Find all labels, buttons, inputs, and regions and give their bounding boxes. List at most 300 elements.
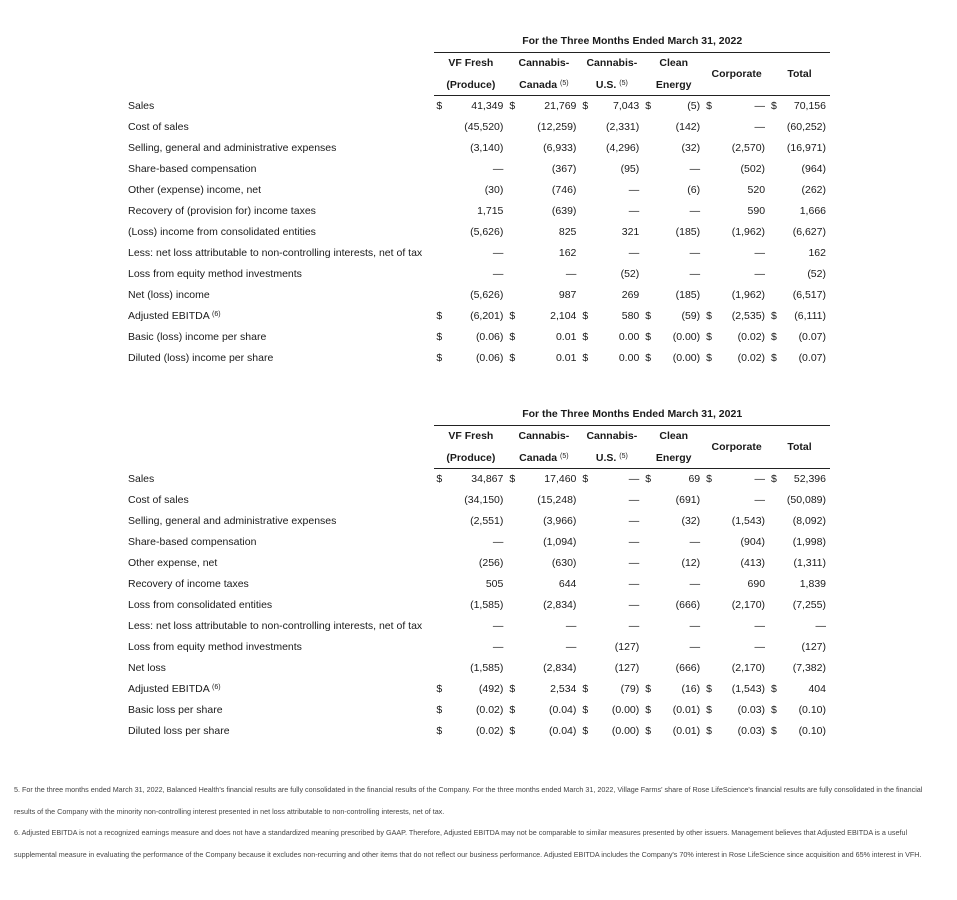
currency-symbol bbox=[704, 285, 714, 306]
currency-symbol: $ bbox=[645, 725, 652, 737]
currency-symbol bbox=[704, 159, 714, 180]
currency-symbol: $ bbox=[645, 473, 652, 485]
currency-symbol bbox=[580, 222, 590, 243]
cell-value: (630) bbox=[551, 557, 577, 569]
row-label-text: Cost of sales bbox=[128, 494, 189, 506]
row-label bbox=[128, 348, 434, 369]
currency-symbol bbox=[704, 222, 714, 243]
row-label-text: Less: net loss attributable to non-controlling interests, net of tax bbox=[128, 247, 423, 259]
currency-symbol: $ bbox=[436, 704, 443, 716]
segment-table-2021 bbox=[128, 404, 830, 742]
footnote-5: 5. For the three months ended March 31, 2022, Balanced Health's financial results are fully consolidated in the financial results of the Company. For the three months ended March 31, 2022, Village Farms' share of Rose LifeScience's financial results are fully consolidated in the financial results of the Company with the minority non-controlling interest presented in net loss attributable to non-controlling interests, net of tax. bbox=[14, 785, 923, 816]
cell-value: 0.01 bbox=[555, 331, 577, 343]
currency-symbol bbox=[704, 201, 714, 222]
row-label bbox=[128, 327, 434, 348]
column-header: Total bbox=[769, 53, 830, 96]
currency-symbol: $ bbox=[645, 100, 652, 112]
currency-symbol: $ bbox=[706, 310, 712, 322]
currency-symbol bbox=[704, 637, 714, 658]
cell-value: (59) bbox=[681, 310, 701, 322]
cell-value: — bbox=[754, 121, 766, 133]
currency-symbol: $ bbox=[771, 310, 777, 322]
currency-symbol bbox=[769, 658, 779, 679]
row-label bbox=[128, 264, 434, 285]
currency-symbol bbox=[704, 243, 714, 264]
currency-symbol: $ bbox=[706, 473, 712, 485]
cell-value: (185) bbox=[675, 289, 701, 301]
table-row bbox=[128, 532, 830, 553]
cell-value: (6,201) bbox=[470, 310, 504, 322]
cell-value: (0.06) bbox=[475, 352, 504, 364]
column-header-sub bbox=[507, 447, 580, 469]
currency-symbol: $ bbox=[771, 331, 777, 343]
cell-value: 269 bbox=[621, 289, 640, 301]
currency-symbol: $ bbox=[582, 683, 589, 695]
currency-symbol bbox=[434, 222, 444, 243]
currency-symbol: $ bbox=[436, 331, 443, 343]
cell-value: (746) bbox=[551, 184, 577, 196]
cell-value: (0.00) bbox=[672, 331, 701, 343]
cell-value: 52,396 bbox=[793, 473, 826, 485]
cell-value: (1,962) bbox=[731, 289, 766, 301]
cell-value: (2,535) bbox=[731, 310, 766, 322]
cell-value: (127) bbox=[801, 641, 826, 653]
cell-value: — bbox=[754, 247, 766, 259]
currency-symbol bbox=[769, 243, 779, 264]
cell-value: — bbox=[628, 578, 640, 590]
cell-value: (32) bbox=[681, 515, 701, 527]
currency-symbol: $ bbox=[771, 725, 777, 737]
spacer bbox=[128, 53, 434, 75]
cell-value: 321 bbox=[621, 226, 640, 238]
cell-value: — bbox=[689, 536, 701, 548]
column-header-text: U.S. bbox=[595, 78, 617, 91]
table-row bbox=[128, 700, 830, 721]
cell-value: (2,331) bbox=[606, 121, 640, 133]
currency-symbol bbox=[769, 553, 779, 574]
cell-value: (7,382) bbox=[792, 662, 826, 674]
currency-symbol: $ bbox=[436, 352, 443, 364]
cell-value: (0.02) bbox=[737, 331, 766, 343]
column-header: Cannabis- bbox=[586, 430, 638, 442]
currency-symbol bbox=[769, 532, 779, 553]
cell-value: — bbox=[628, 184, 640, 196]
cell-value: (50,089) bbox=[786, 494, 826, 506]
currency-symbol bbox=[507, 180, 517, 201]
row-label bbox=[128, 532, 434, 553]
currency-symbol bbox=[434, 553, 444, 574]
row-label bbox=[128, 180, 434, 201]
footnote-ref: (5) bbox=[619, 79, 628, 87]
table-row bbox=[128, 96, 830, 118]
table-row bbox=[128, 595, 830, 616]
row-label-text: Adjusted EBITDA bbox=[128, 310, 210, 322]
currency-symbol bbox=[580, 180, 590, 201]
spacer bbox=[128, 447, 434, 469]
currency-symbol bbox=[434, 117, 444, 138]
currency-symbol bbox=[643, 532, 653, 553]
cell-value: — bbox=[565, 620, 577, 632]
table-row bbox=[128, 511, 830, 532]
cell-value: (0.00) bbox=[611, 725, 640, 737]
currency-symbol bbox=[580, 574, 590, 595]
currency-symbol bbox=[434, 138, 444, 159]
currency-symbol bbox=[643, 264, 653, 285]
currency-symbol bbox=[580, 532, 590, 553]
currency-symbol bbox=[643, 616, 653, 637]
row-label-text: Net (loss) income bbox=[128, 289, 210, 301]
column-header-text: Canada bbox=[519, 451, 558, 464]
currency-symbol: $ bbox=[771, 473, 777, 485]
column-header: Total bbox=[769, 426, 830, 469]
currency-symbol bbox=[643, 138, 653, 159]
cell-value: — bbox=[754, 473, 766, 485]
currency-symbol bbox=[507, 616, 517, 637]
cell-value: — bbox=[492, 163, 504, 175]
row-label-text: Recovery of income taxes bbox=[128, 578, 249, 590]
row-label bbox=[128, 243, 434, 264]
currency-symbol bbox=[643, 201, 653, 222]
row-label-text: Basic (loss) income per share bbox=[128, 331, 267, 343]
table-row bbox=[128, 616, 830, 637]
currency-symbol: $ bbox=[436, 310, 443, 322]
currency-symbol: $ bbox=[645, 683, 652, 695]
cell-value: (15,248) bbox=[537, 494, 577, 506]
table-row bbox=[128, 679, 830, 700]
cell-value: 690 bbox=[747, 578, 766, 590]
cell-value: (6,933) bbox=[543, 142, 577, 154]
cell-value: (0.02) bbox=[475, 704, 504, 716]
cell-value: — bbox=[815, 620, 826, 632]
column-header-row bbox=[128, 53, 830, 75]
currency-symbol: $ bbox=[436, 725, 443, 737]
row-label bbox=[128, 490, 434, 511]
currency-symbol bbox=[769, 117, 779, 138]
cell-value: (32) bbox=[681, 142, 701, 154]
currency-symbol bbox=[704, 553, 714, 574]
currency-symbol bbox=[769, 201, 779, 222]
cell-value: 21,769 bbox=[544, 100, 577, 112]
currency-symbol bbox=[704, 511, 714, 532]
cell-value: (5,626) bbox=[470, 289, 504, 301]
currency-symbol bbox=[507, 511, 517, 532]
cell-value: (0.03) bbox=[737, 704, 766, 716]
row-label-text: Loss from equity method investments bbox=[128, 641, 302, 653]
cell-value: 69 bbox=[688, 473, 701, 485]
currency-symbol bbox=[434, 658, 444, 679]
period-title: For the Three Months Ended March 31, 2022 bbox=[434, 31, 830, 53]
cell-value: — bbox=[628, 620, 640, 632]
row-label bbox=[128, 553, 434, 574]
cell-value: (1,962) bbox=[731, 226, 766, 238]
segment-table-2022 bbox=[128, 31, 830, 369]
currency-symbol: $ bbox=[645, 331, 652, 343]
column-header: Cannabis- bbox=[586, 57, 638, 69]
row-label-text: Adjusted EBITDA bbox=[128, 683, 210, 695]
period-row bbox=[128, 404, 830, 426]
currency-symbol bbox=[769, 637, 779, 658]
column-header-text: Energy bbox=[655, 78, 692, 91]
column-header-sub bbox=[643, 74, 704, 96]
row-label-text: Net loss bbox=[128, 662, 166, 674]
cell-value: (12) bbox=[681, 557, 701, 569]
currency-symbol bbox=[580, 616, 590, 637]
column-header-sub bbox=[434, 74, 507, 96]
row-label bbox=[128, 511, 434, 532]
cell-value: (0.07) bbox=[798, 331, 826, 343]
row-label bbox=[128, 616, 434, 637]
cell-value: (52) bbox=[807, 268, 826, 280]
cell-value: (6,111) bbox=[794, 310, 826, 322]
table-row bbox=[128, 469, 830, 491]
column-header: Cannabis- bbox=[518, 430, 570, 442]
cell-value: — bbox=[689, 620, 701, 632]
cell-value: — bbox=[565, 268, 577, 280]
cell-value: (12,259) bbox=[537, 121, 577, 133]
cell-value: (0.06) bbox=[475, 331, 504, 343]
cell-value: 70,156 bbox=[793, 100, 826, 112]
currency-symbol: $ bbox=[706, 725, 712, 737]
currency-symbol: $ bbox=[509, 473, 516, 485]
currency-symbol bbox=[434, 637, 444, 658]
cell-value: — bbox=[754, 268, 766, 280]
cell-value: (639) bbox=[551, 205, 577, 217]
row-label bbox=[128, 469, 434, 491]
currency-symbol: $ bbox=[706, 100, 712, 112]
cell-value: — bbox=[689, 268, 701, 280]
table-row bbox=[128, 138, 830, 159]
currency-symbol: $ bbox=[582, 100, 589, 112]
table-row bbox=[128, 327, 830, 348]
currency-symbol bbox=[769, 285, 779, 306]
cell-value: — bbox=[628, 247, 640, 259]
row-label bbox=[128, 637, 434, 658]
currency-symbol: $ bbox=[706, 352, 712, 364]
row-label-text: Recovery of (provision for) income taxes bbox=[128, 205, 316, 217]
currency-symbol bbox=[434, 574, 444, 595]
cell-value: (79) bbox=[620, 683, 640, 695]
currency-symbol: $ bbox=[509, 310, 516, 322]
cell-value: (666) bbox=[675, 662, 701, 674]
table-row bbox=[128, 117, 830, 138]
cell-value: — bbox=[492, 247, 504, 259]
currency-symbol bbox=[769, 159, 779, 180]
cell-value: 162 bbox=[808, 247, 826, 259]
cell-value: (964) bbox=[801, 163, 826, 175]
row-label-text: Other expense, net bbox=[128, 557, 218, 569]
cell-value: 590 bbox=[747, 205, 766, 217]
cell-value: (30) bbox=[484, 184, 504, 196]
period-row bbox=[128, 31, 830, 53]
cell-value: — bbox=[754, 494, 766, 506]
cell-value: (1,585) bbox=[470, 599, 504, 611]
cell-value: (127) bbox=[614, 641, 640, 653]
cell-value: 825 bbox=[558, 226, 577, 238]
currency-symbol: $ bbox=[582, 704, 589, 716]
cell-value: 41,349 bbox=[471, 100, 504, 112]
row-label-text: Sales bbox=[128, 99, 155, 112]
row-label bbox=[128, 285, 434, 306]
column-header: VF Fresh bbox=[448, 430, 494, 442]
cell-value: (0.10) bbox=[798, 725, 826, 737]
currency-symbol bbox=[643, 285, 653, 306]
cell-value: 2,534 bbox=[550, 683, 577, 695]
cell-value: 34,867 bbox=[471, 473, 504, 485]
row-label bbox=[128, 117, 434, 138]
footnote-ref: (6) bbox=[212, 311, 221, 318]
cell-value: 987 bbox=[558, 289, 577, 301]
currency-symbol bbox=[580, 658, 590, 679]
cell-value: (45,520) bbox=[464, 121, 504, 133]
table-row bbox=[128, 159, 830, 180]
currency-symbol bbox=[507, 574, 517, 595]
cell-value: 1,839 bbox=[799, 578, 826, 590]
currency-symbol bbox=[507, 532, 517, 553]
currency-symbol: $ bbox=[771, 100, 777, 112]
cell-value: (16) bbox=[681, 683, 701, 695]
cell-value: (142) bbox=[675, 121, 701, 133]
table-row bbox=[128, 721, 830, 742]
currency-symbol bbox=[643, 553, 653, 574]
table-row bbox=[128, 658, 830, 679]
row-label-text: Share-based compensation bbox=[128, 536, 257, 548]
cell-value: (3,140) bbox=[470, 142, 504, 154]
column-header: Corporate bbox=[704, 426, 769, 469]
cell-value: — bbox=[628, 515, 640, 527]
cell-value: (2,170) bbox=[731, 599, 766, 611]
currency-symbol bbox=[704, 532, 714, 553]
currency-symbol bbox=[769, 574, 779, 595]
column-header-sub bbox=[580, 74, 643, 96]
cell-value: 404 bbox=[808, 683, 826, 695]
row-label bbox=[128, 574, 434, 595]
currency-symbol bbox=[434, 511, 444, 532]
cell-value: 7,043 bbox=[613, 100, 640, 112]
table-row bbox=[128, 574, 830, 595]
currency-symbol bbox=[704, 658, 714, 679]
footnote-ref: (5) bbox=[560, 452, 569, 460]
currency-symbol bbox=[643, 658, 653, 679]
cell-value: (413) bbox=[740, 557, 766, 569]
currency-symbol bbox=[580, 285, 590, 306]
cell-value: (1,998) bbox=[792, 536, 826, 548]
cell-value: (0.07) bbox=[798, 352, 826, 364]
cell-value: (6,517) bbox=[792, 289, 826, 301]
currency-symbol bbox=[507, 159, 517, 180]
row-label-text: Less: net loss attributable to non-controlling interests, net of tax bbox=[128, 620, 423, 632]
cell-value: (0.01) bbox=[672, 725, 701, 737]
table-row bbox=[128, 490, 830, 511]
currency-symbol: $ bbox=[706, 683, 712, 695]
column-header-text: (Produce) bbox=[446, 451, 496, 464]
currency-symbol bbox=[507, 117, 517, 138]
currency-symbol bbox=[769, 595, 779, 616]
currency-symbol bbox=[434, 595, 444, 616]
currency-symbol bbox=[769, 616, 779, 637]
cell-value: — bbox=[754, 641, 766, 653]
cell-value: (0.04) bbox=[548, 725, 577, 737]
cell-value: (0.00) bbox=[611, 704, 640, 716]
cell-value: 0.00 bbox=[618, 331, 640, 343]
table-row bbox=[128, 285, 830, 306]
cell-value: (666) bbox=[675, 599, 701, 611]
cell-value: — bbox=[492, 536, 504, 548]
currency-symbol bbox=[643, 490, 653, 511]
currency-symbol bbox=[580, 117, 590, 138]
currency-symbol bbox=[434, 180, 444, 201]
spacer bbox=[128, 74, 434, 96]
currency-symbol: $ bbox=[436, 473, 443, 485]
column-header: Clean bbox=[659, 57, 688, 69]
column-header-text: U.S. bbox=[595, 451, 617, 464]
row-label-text: Loss from consolidated entities bbox=[128, 599, 273, 611]
table-row bbox=[128, 306, 830, 327]
column-header: Clean bbox=[659, 430, 688, 442]
currency-symbol bbox=[704, 595, 714, 616]
currency-symbol bbox=[704, 138, 714, 159]
cell-value: — bbox=[628, 473, 640, 485]
table-row bbox=[128, 243, 830, 264]
cell-value: 0.01 bbox=[555, 352, 577, 364]
currency-symbol: $ bbox=[436, 100, 443, 112]
cell-value: — bbox=[565, 641, 577, 653]
currency-symbol bbox=[643, 637, 653, 658]
cell-value: (5,626) bbox=[470, 226, 504, 238]
currency-symbol bbox=[704, 616, 714, 637]
cell-value: (7,255) bbox=[792, 599, 826, 611]
currency-symbol bbox=[643, 595, 653, 616]
currency-symbol bbox=[769, 138, 779, 159]
table-row bbox=[128, 348, 830, 369]
table-row bbox=[128, 637, 830, 658]
cell-value: 1,715 bbox=[477, 205, 504, 217]
cell-value: — bbox=[689, 247, 701, 259]
currency-symbol bbox=[580, 553, 590, 574]
column-header-text: Energy bbox=[655, 451, 692, 464]
cell-value: (60,252) bbox=[786, 121, 826, 133]
cell-value: — bbox=[628, 205, 640, 217]
cell-value: (2,834) bbox=[543, 662, 577, 674]
cell-value: — bbox=[754, 620, 766, 632]
cell-value: 2,104 bbox=[550, 310, 577, 322]
column-header-row bbox=[128, 426, 830, 448]
cell-value: (262) bbox=[801, 184, 826, 196]
currency-symbol bbox=[643, 117, 653, 138]
currency-symbol bbox=[507, 243, 517, 264]
spacer bbox=[128, 426, 434, 448]
row-label-text: Selling, general and administrative expenses bbox=[128, 142, 337, 154]
cell-value: — bbox=[628, 599, 640, 611]
currency-symbol bbox=[434, 264, 444, 285]
cell-value: (1,585) bbox=[470, 662, 504, 674]
cell-value: (367) bbox=[551, 163, 577, 175]
currency-symbol bbox=[507, 637, 517, 658]
currency-symbol bbox=[769, 222, 779, 243]
currency-symbol bbox=[434, 243, 444, 264]
currency-symbol: $ bbox=[582, 352, 589, 364]
currency-symbol bbox=[434, 201, 444, 222]
column-header-text: (Produce) bbox=[446, 78, 496, 91]
table-row bbox=[128, 180, 830, 201]
currency-symbol bbox=[507, 553, 517, 574]
row-label bbox=[128, 222, 434, 243]
cell-value: (691) bbox=[675, 494, 701, 506]
currency-symbol bbox=[434, 159, 444, 180]
row-label bbox=[128, 138, 434, 159]
cell-value: — bbox=[492, 641, 504, 653]
cell-value: (0.02) bbox=[737, 352, 766, 364]
currency-symbol bbox=[643, 159, 653, 180]
